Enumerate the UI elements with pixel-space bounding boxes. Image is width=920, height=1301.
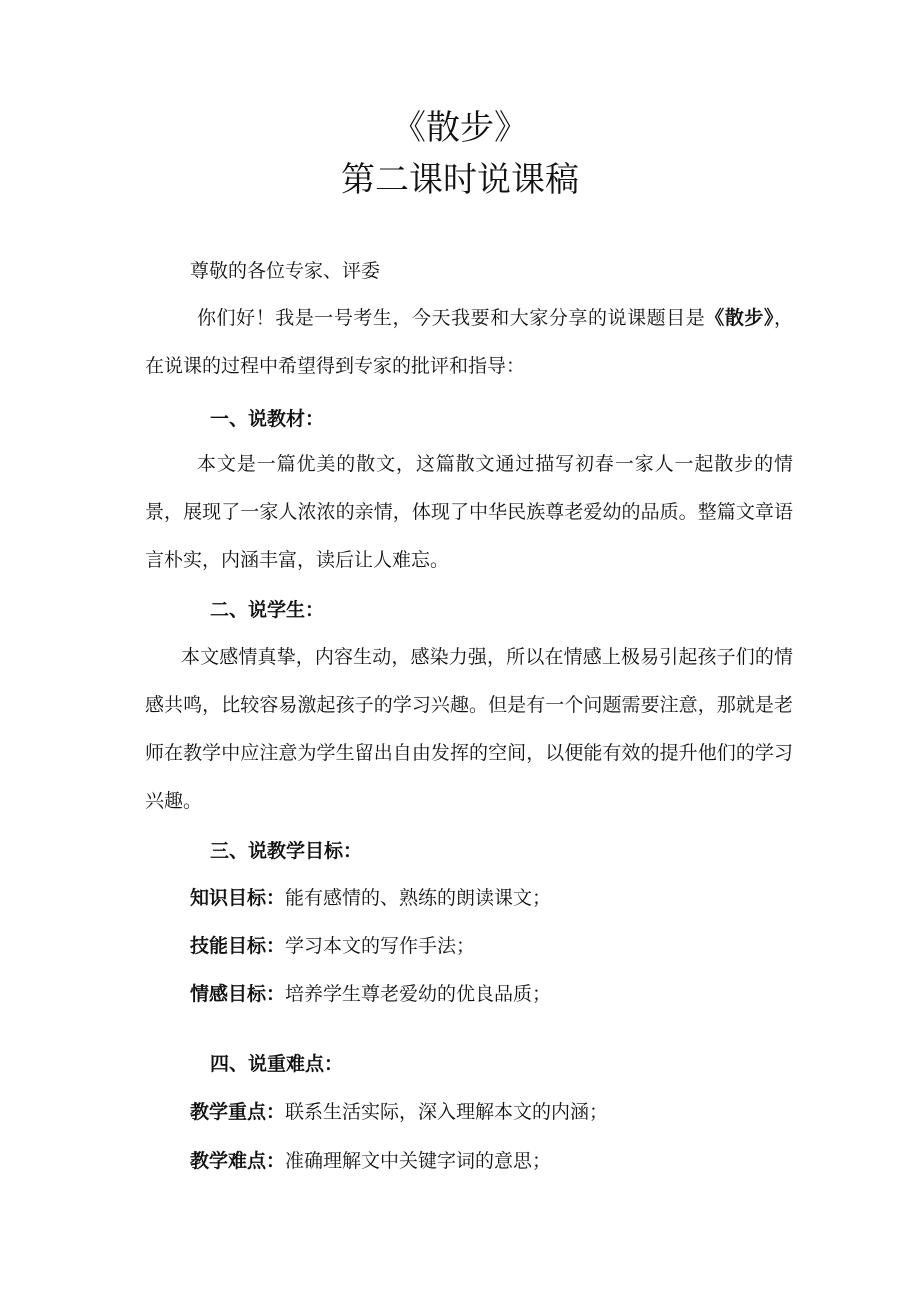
item-label: 教学难点： xyxy=(190,1150,286,1172)
section-body: 本文是一篇优美的散文，这篇散文通过描写初春一家人一起散步的情景，展现了一家人浓浓的亲情，体现了中华民族尊老爱幼的品质。整篇文章语言朴实，内涵丰富，读后让人难忘。 xyxy=(145,453,793,571)
list-item xyxy=(190,885,551,911)
list-item xyxy=(190,1148,551,1174)
item-label: 情感目标： xyxy=(190,983,286,1005)
intro-prefix: 你们好！我是一号考生，今天我要和大家分享的说课题目是 xyxy=(197,307,706,329)
item-label: 技能目标： xyxy=(190,935,286,957)
item-text: 能有感情的、熟练的朗读课文； xyxy=(285,887,552,909)
document-title: 《散步》 xyxy=(392,108,528,148)
section-heading: 二、说学生： xyxy=(210,599,325,621)
document-subtitle: 第二课时说课稿 xyxy=(341,160,579,200)
item-text: 联系生活实际，深入理解本文的内涵； xyxy=(285,1101,609,1123)
intro-suffix: ，在说课的过程中希望得到专家的批评和指导： xyxy=(145,307,793,377)
salutation: 尊敬的各位专家、评委 xyxy=(190,260,381,282)
intro-paragraph xyxy=(145,294,793,390)
intro-topic: 《散步》 xyxy=(705,307,774,329)
section-heading: 三、说教学目标： xyxy=(210,840,363,862)
item-label: 教学重点： xyxy=(190,1101,286,1123)
section-heading: 四、说重难点： xyxy=(210,1053,344,1075)
item-text: 学习本文的写作手法； xyxy=(285,935,476,957)
item-label: 知识目标： xyxy=(190,887,286,909)
list-item xyxy=(190,933,475,959)
section-heading: 一、说教材： xyxy=(210,408,325,430)
list-item xyxy=(190,1099,608,1125)
item-text: 培养学生尊老爱幼的优良品质； xyxy=(285,983,552,1005)
item-text: 准确理解文中关键字词的意思； xyxy=(285,1150,552,1172)
list-item xyxy=(190,981,551,1007)
section-body: 本文感情真挚，内容生动，感染力强，所以在情感上极易引起孩子们的情感共鸣，比较容易激起孩子的学习兴趣。但是有一个问题需要注意，那就是老师在教学中应注意为学生留出自由发挥的空间，以便能有效的提升他们的学习兴趣。 xyxy=(145,646,793,812)
